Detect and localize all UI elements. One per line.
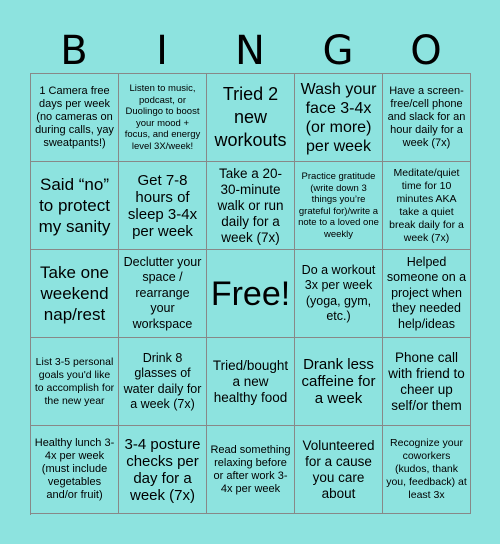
square-text: Healthy lunch 3-4x per week (must include vegetables and/or fruit) xyxy=(34,437,115,501)
bingo-square[interactable] xyxy=(295,338,383,426)
bingo-square[interactable] xyxy=(295,426,383,514)
bingo-square[interactable] xyxy=(295,162,383,250)
square-text: Tried/bought a new healthy food xyxy=(212,357,289,405)
bingo-square[interactable] xyxy=(119,338,207,426)
header-letter-i: I xyxy=(156,28,168,74)
header-letter-b: B xyxy=(60,28,88,74)
square-text: Volunteered for a cause you care about xyxy=(302,437,375,501)
free-square[interactable] xyxy=(207,250,295,338)
square-text: Get 7-8 hours of sleep 3-4x per week xyxy=(127,171,198,240)
bingo-square[interactable] xyxy=(207,74,295,162)
square-text: Listen to music, podcast, or Duolingo to boost your mood + focus, and energy level 3X/week! xyxy=(124,83,201,152)
square-text: Take one weekend nap/rest xyxy=(40,263,109,324)
square-text: Drank less caffeine for a week xyxy=(301,356,376,407)
square-text: Said “no” to protect my sanity xyxy=(38,175,111,236)
bingo-square[interactable] xyxy=(383,250,471,338)
bingo-square[interactable] xyxy=(31,338,119,426)
square-text: Have a screen-free/cell phone and slack for an hour daily for a week (7x) xyxy=(387,85,466,149)
bingo-square[interactable] xyxy=(383,74,471,162)
bingo-grid xyxy=(30,73,471,515)
bingo-square[interactable] xyxy=(207,338,295,426)
square-text: List 3-5 personal goals you'd like to accomplish for the new year xyxy=(34,355,115,407)
bingo-square[interactable] xyxy=(295,250,383,338)
bingo-square[interactable] xyxy=(295,74,383,162)
bingo-square[interactable] xyxy=(207,162,295,250)
bingo-square[interactable] xyxy=(119,162,207,250)
bingo-square[interactable] xyxy=(31,426,119,514)
square-text: Practice gratitude (write down 3 things you’re grateful for)/write a note to a loved one weekly xyxy=(298,171,379,240)
header-letter-n: N xyxy=(235,28,265,74)
square-text: Take a 20-30-minute walk or run daily for a week (7x) xyxy=(217,165,284,245)
header-letter-g: G xyxy=(322,28,354,74)
square-text: Helped someone on a project when they needed help/ideas xyxy=(386,254,467,331)
bingo-square[interactable] xyxy=(383,338,471,426)
square-text: 3-4 posture checks per day for a week (7x) xyxy=(124,435,201,504)
square-text: Recognize your coworkers (kudos, thank you, feedback) at least 3x xyxy=(386,437,467,501)
header-letter-o: O xyxy=(410,28,442,74)
bingo-square[interactable] xyxy=(119,74,207,162)
bingo-square[interactable] xyxy=(31,250,119,338)
square-text: Drink 8 glasses of water daily for a week (7x) xyxy=(123,350,202,411)
bingo-square[interactable] xyxy=(383,426,471,514)
square-text: Phone call with friend to cheer up self/or them xyxy=(388,349,465,413)
square-text: Meditate/quiet time for 10 minutes AKA take a quiet break daily for a week (7x) xyxy=(389,166,464,244)
bingo-header xyxy=(30,28,470,74)
square-text: 1 Camera free days per week (no cameras on during calls, yay sweatpants!) xyxy=(35,85,114,149)
bingo-square[interactable] xyxy=(207,426,295,514)
square-text: Declutter your space / rearrange your workspace xyxy=(123,254,202,331)
bingo-square[interactable] xyxy=(31,162,119,250)
bingo-square[interactable] xyxy=(119,426,207,514)
free-space-label: Free! xyxy=(210,274,291,313)
square-text: Do a workout 3x per week (yoga, gym, etc.) xyxy=(301,262,376,323)
square-text: Read something relaxing before or after work 3-4x per week xyxy=(210,443,291,495)
square-text: Tried 2 new workouts xyxy=(214,84,287,150)
square-text: Wash your face 3-4x (or more) per week xyxy=(300,80,377,155)
bingo-square[interactable] xyxy=(31,74,119,162)
bingo-square[interactable] xyxy=(119,250,207,338)
bingo-square[interactable] xyxy=(383,162,471,250)
